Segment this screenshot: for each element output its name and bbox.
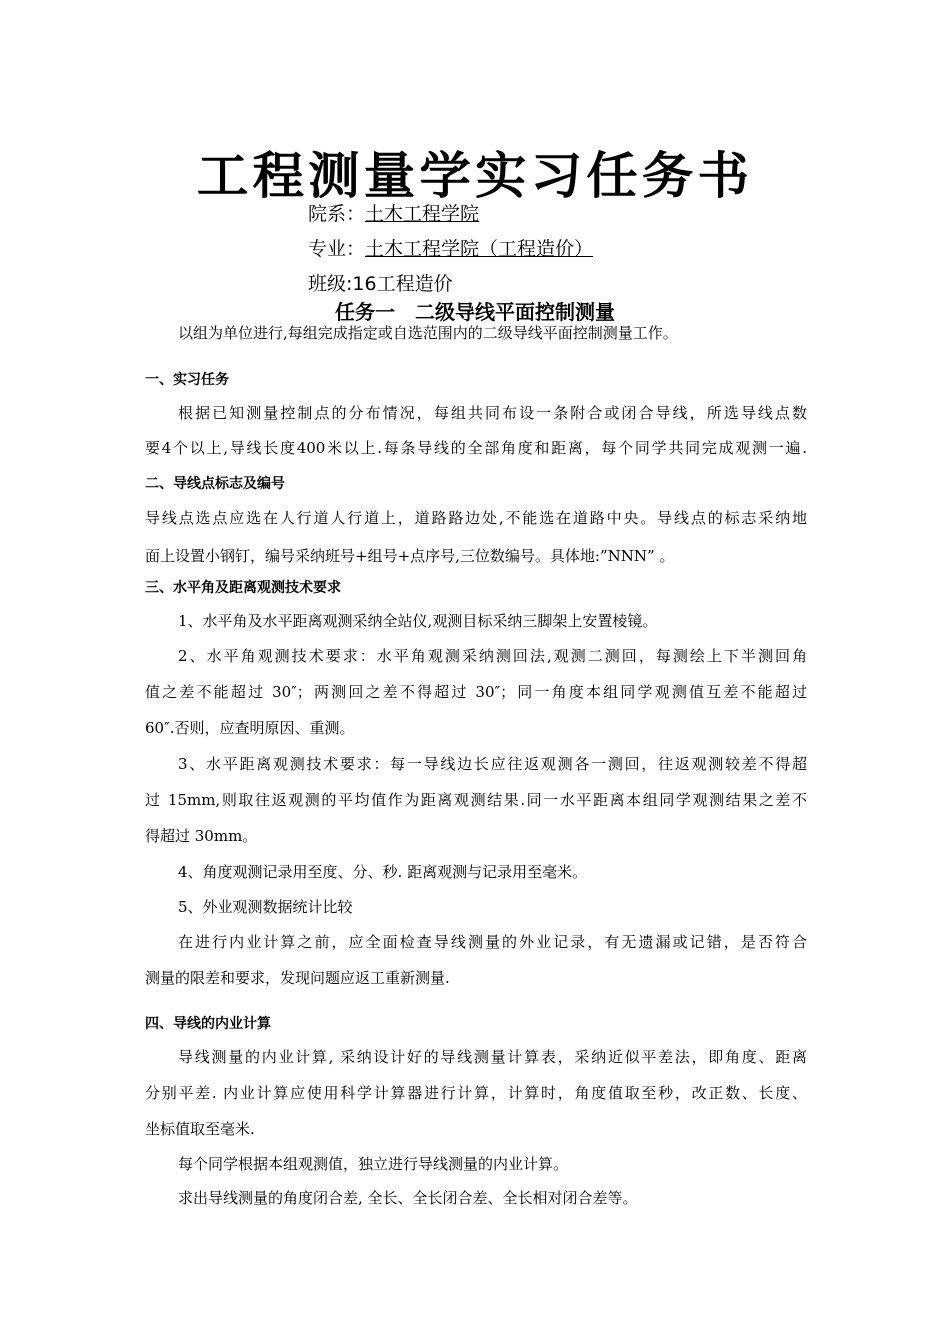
department-line bbox=[308, 199, 479, 226]
body-line: 导线点选点应选在人行道人行道上，道路路边处,不能选在道路中央。导线点的标志采纳地 bbox=[145, 509, 807, 527]
department-label: 院系： bbox=[308, 203, 366, 225]
body-line: 值之差不能超过 30″；两测回之差不得超过 30″；同一角度本组同学观测值互差不能超过 bbox=[145, 683, 807, 701]
body-line: 求出导线测量的角度闭合差, 全长、全长闭合差、全长相对闭合差等。 bbox=[178, 1189, 638, 1207]
body-line: 5、外业观测数据统计比较 bbox=[178, 898, 353, 916]
body-line: 每个同学根据本组观测值，独立进行导线测量的内业计算。 bbox=[178, 1155, 569, 1173]
body-line: 1、水平角及水平距离观测采纳全站仪,观测目标采纳三脚架上安置棱镜。 bbox=[178, 612, 658, 630]
body-line: 过 15mm,则取往返观测的平均值作为距离观测结果.同一水平距离本组同学观测结果之差不 bbox=[145, 791, 807, 809]
body-line: 60″.否则，应查明原因、重测。 bbox=[145, 719, 355, 737]
department-value: 土木工程学院 bbox=[365, 203, 480, 225]
body-line: 分别平差. 内业计算应使用科学计算器进行计算，计算时，角度值取至秒，改正数、长度、 bbox=[145, 1084, 807, 1102]
body-line: 导线测量的内业计算, 采纳设计好的导线测量计算表，采纳近似平差法，即角度、距离 bbox=[178, 1048, 807, 1066]
major-line bbox=[308, 234, 593, 261]
task-title: 任务一 二级导线平面控制测量 bbox=[335, 300, 615, 324]
major-value: 土木工程学院（工程造价） bbox=[365, 238, 594, 260]
body-line: 根据已知测量控制点的分布情况，每组共同布设一条附合或闭合导线，所选导线点数 bbox=[178, 404, 807, 422]
body-line: 得超过 30mm。 bbox=[145, 827, 258, 845]
section-heading-1: 一、实习任务 bbox=[145, 372, 229, 388]
body-line: 坐标值取至毫米. bbox=[145, 1120, 255, 1138]
section-heading-3: 三、水平角及距离观测技术要求 bbox=[145, 580, 341, 596]
body-line: 4、角度观测记录用至度、分、秒. 距离观测与记录用至毫米。 bbox=[178, 863, 588, 881]
body-line: 面上设置小钢钉，编号采纳班号+组号+点序号,三位数编号。具体地:”NNN” 。 bbox=[145, 547, 675, 565]
body-line: 3、水平距离观测技术要求：每一导线边长应往返观测各一测回，往返观测较差不得超 bbox=[178, 755, 807, 773]
body-line: 2、水平角观测技术要求：水平角观测采纳测回法,观测二测回，每测绘上下半测回角 bbox=[178, 647, 807, 665]
section-heading-4: 四、导线的内业计算 bbox=[145, 1016, 271, 1032]
major-label: 专业： bbox=[308, 238, 366, 260]
section-heading-2: 二、导线点标志及编号 bbox=[145, 476, 285, 492]
class-line: 班级:16工程造价 bbox=[308, 273, 453, 295]
page-title: 工程测量学实习任务书 bbox=[196, 147, 754, 205]
intro-paragraph: 以组为单位进行,每组完成指定或自选范围内的二级导线平面控制测量工作。 bbox=[178, 324, 678, 342]
body-line: 要4个以上,导线长度400米以上.每条导线的全部角度和距离，每个同学共同完成观测一遍. bbox=[145, 439, 807, 457]
body-line: 在进行内业计算之前，应全面检查导线测量的外业记录，有无遗漏或记错，是否符合 bbox=[178, 933, 807, 951]
body-line: 测量的限差和要求，发现问题应返工重新测量. bbox=[145, 969, 450, 987]
